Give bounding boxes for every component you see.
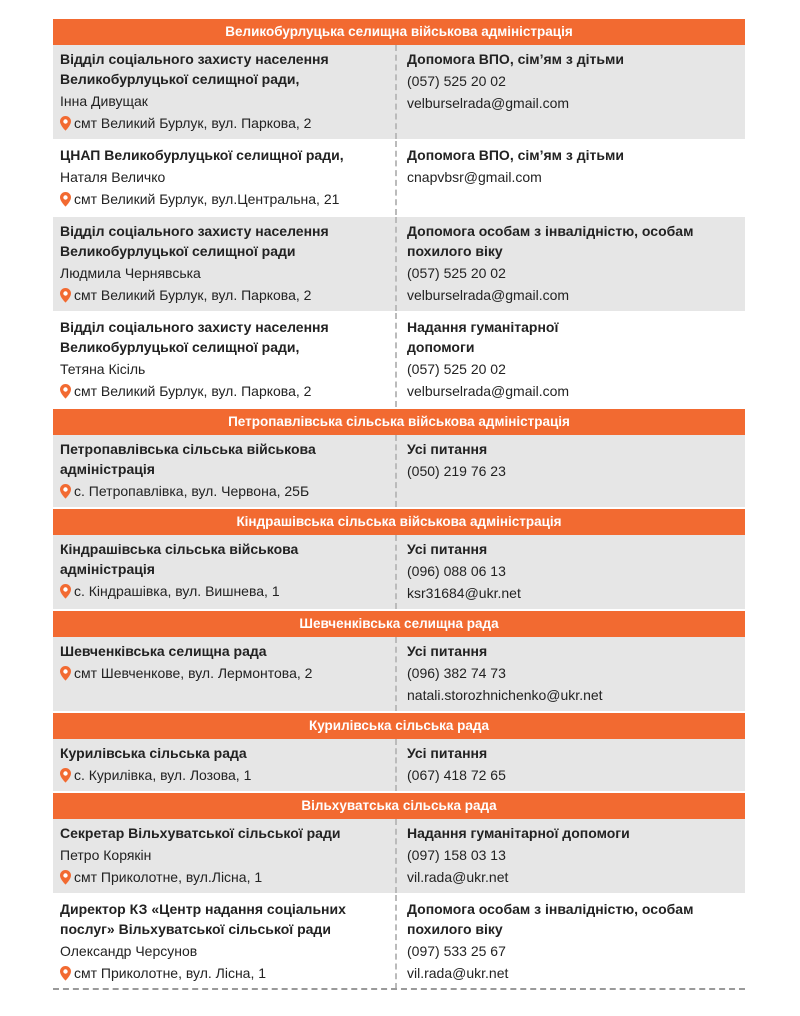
service-type: допомоги xyxy=(407,339,475,355)
organization-name: Відділ соціального захисту населення xyxy=(60,223,329,239)
address-line xyxy=(60,285,395,305)
address-text: смт Великий Бурлук, вул. Паркова, 2 xyxy=(74,287,312,303)
organization-name: Великобурлуцької селищної ради xyxy=(60,243,296,259)
service-type: Допомога особам з інвалідністю, особам xyxy=(407,901,694,917)
organization-name: Кіндрашівська сільська військова xyxy=(60,541,299,557)
organization-column xyxy=(53,739,397,791)
address-text: смт Великий Бурлук, вул.Центральна, 21 xyxy=(74,191,340,207)
organization-column xyxy=(53,313,397,407)
contact-entry xyxy=(53,45,745,141)
service-column xyxy=(397,313,745,407)
contact-entry xyxy=(53,637,745,713)
service-type: Усі питання xyxy=(407,745,488,761)
organization-column xyxy=(53,435,397,507)
location-pin-icon xyxy=(60,768,71,782)
contact-entry xyxy=(53,313,745,409)
address-line xyxy=(60,189,395,209)
address-line xyxy=(60,113,395,133)
section-header: Вільхуватська сільська рада xyxy=(53,793,745,819)
location-pin-icon xyxy=(60,966,71,980)
email-link[interactable]: ksr31684@ukr.net xyxy=(407,585,521,601)
service-column xyxy=(397,637,745,711)
service-column xyxy=(397,217,745,311)
contact-entry xyxy=(53,141,745,217)
contact-entry xyxy=(53,535,745,611)
email-link[interactable]: vil.rada@ukr.net xyxy=(407,869,509,885)
address-text: смт Великий Бурлук, вул. Паркова, 2 xyxy=(74,115,312,131)
service-type: Усі питання xyxy=(407,643,488,659)
service-type: похилого віку xyxy=(407,243,503,259)
contact-person: Тетяна Кісіль xyxy=(60,361,146,377)
service-type: Допомога ВПО, сім’ям з дітьми xyxy=(407,51,624,67)
address-line xyxy=(60,963,395,983)
organization-column xyxy=(53,217,397,311)
email-link[interactable]: velburselrada@gmail.com xyxy=(407,287,570,303)
section-header: Петропавлівська сільська військова адміністрація xyxy=(53,409,745,435)
contact-person: Людмила Чернявська xyxy=(60,265,201,281)
location-pin-icon xyxy=(60,666,71,680)
phone-number: (096) 088 06 13 xyxy=(407,563,506,579)
organization-name: Великобурлуцької селищної ради, xyxy=(60,339,300,355)
organization-name: Секретар Вільхуватської сільської ради xyxy=(60,825,341,841)
location-pin-icon xyxy=(60,384,71,398)
address-line xyxy=(60,765,395,785)
address-line xyxy=(60,663,395,683)
address-text: смт Приколотне, вул.Лісна, 1 xyxy=(74,869,263,885)
contact-person: Петро Корякін xyxy=(60,847,152,863)
location-pin-icon xyxy=(60,484,71,498)
organization-name: адміністрація xyxy=(60,461,155,477)
service-type: Допомога особам з інвалідністю, особам xyxy=(407,223,694,239)
phone-number: (057) 525 20 02 xyxy=(407,361,506,377)
address-text: с. Кіндрашівка, вул. Вишнева, 1 xyxy=(74,583,280,599)
contact-person: Інна Дивущак xyxy=(60,93,148,109)
organization-name: адміністрація xyxy=(60,561,155,577)
organization-column xyxy=(53,535,397,609)
service-column xyxy=(397,535,745,609)
address-text: смт Приколотне, вул. Лісна, 1 xyxy=(74,965,267,981)
section-header: Великобурлуцька селищна військова адміністрація xyxy=(53,19,745,45)
address-line xyxy=(60,481,395,501)
service-type: Надання гуманітарної допомоги xyxy=(407,825,630,841)
address-text: смт Шевченкове, вул. Лермонтова, 2 xyxy=(74,665,313,681)
organization-column xyxy=(53,637,397,711)
email-link[interactable]: vil.rada@ukr.net xyxy=(407,965,509,981)
address-line xyxy=(60,381,395,401)
section-header: Кіндрашівська сільська військова адміністрація xyxy=(53,509,745,535)
section-header: Шевченківська селищна рада xyxy=(53,611,745,637)
service-type: Допомога ВПО, сім’ям з дітьми xyxy=(407,147,624,163)
phone-number: (097) 533 25 67 xyxy=(407,943,506,959)
contact-entry xyxy=(53,895,745,991)
service-column xyxy=(397,895,745,989)
bottom-dashed-rule xyxy=(53,988,745,990)
service-column xyxy=(397,739,745,791)
service-type: похилого віку xyxy=(407,921,503,937)
address-text: смт Великий Бурлук, вул. Паркова, 2 xyxy=(74,383,312,399)
location-pin-icon xyxy=(60,870,71,884)
contact-person: Олександр Черсунов xyxy=(60,943,198,959)
organization-name: Директор КЗ «Центр надання соціальних xyxy=(60,901,346,917)
organization-name: Курилівська сільська рада xyxy=(60,745,247,761)
location-pin-icon xyxy=(60,288,71,302)
organization-name: послуг» Вільхуватської сільської ради xyxy=(60,921,331,937)
contact-entry xyxy=(53,739,745,793)
organization-name: Відділ соціального захисту населення xyxy=(60,51,329,67)
location-pin-icon xyxy=(60,192,71,206)
organization-column xyxy=(53,141,397,215)
phone-number: (067) 418 72 65 xyxy=(407,767,506,783)
address-text: с. Курилівка, вул. Лозова, 1 xyxy=(74,767,252,783)
phone-number: (057) 525 20 02 xyxy=(407,73,506,89)
service-column xyxy=(397,141,745,215)
phone-number: (097) 158 03 13 xyxy=(407,847,506,863)
organization-name: Петропавлівська сільська військова xyxy=(60,441,316,457)
organization-name: ЦНАП Великобурлуцької селищної ради, xyxy=(60,147,344,163)
organization-name: Великобурлуцької селищної ради, xyxy=(60,71,300,87)
location-pin-icon xyxy=(60,584,71,598)
address-line xyxy=(60,581,395,601)
email-link[interactable]: velburselrada@gmail.com xyxy=(407,383,570,399)
address-line xyxy=(60,867,395,887)
contacts-document xyxy=(53,19,745,991)
contact-entry xyxy=(53,217,745,313)
organization-name: Шевченківська селищна рада xyxy=(60,643,267,659)
section-header: Курилівська сільська рада xyxy=(53,713,745,739)
phone-number: (096) 382 74 73 xyxy=(407,665,506,681)
service-column xyxy=(397,45,745,139)
address-text: с. Петропавлівка, вул. Червона, 25Б xyxy=(74,483,310,499)
email-link[interactable]: velburselrada@gmail.com xyxy=(407,95,570,111)
organization-column xyxy=(53,895,397,989)
location-pin-icon xyxy=(60,116,71,130)
contact-entry xyxy=(53,819,745,895)
phone-number: (057) 525 20 02 xyxy=(407,265,506,281)
service-column xyxy=(397,435,745,507)
contact-person: Наталя Величко xyxy=(60,169,166,185)
organization-column xyxy=(53,819,397,893)
service-type: Надання гуманітарної xyxy=(407,319,559,335)
organization-name: Відділ соціального захисту населення xyxy=(60,319,329,335)
service-type: Усі питання xyxy=(407,541,488,557)
organization-column xyxy=(53,45,397,139)
email-link[interactable]: natali.storozhnichenko@ukr.net xyxy=(407,687,603,703)
email-link[interactable]: cnapvbsr@gmail.com xyxy=(407,169,542,185)
contact-entry xyxy=(53,435,745,509)
phone-number: (050) 219 76 23 xyxy=(407,463,506,479)
service-type: Усі питання xyxy=(407,441,488,457)
service-column xyxy=(397,819,745,893)
